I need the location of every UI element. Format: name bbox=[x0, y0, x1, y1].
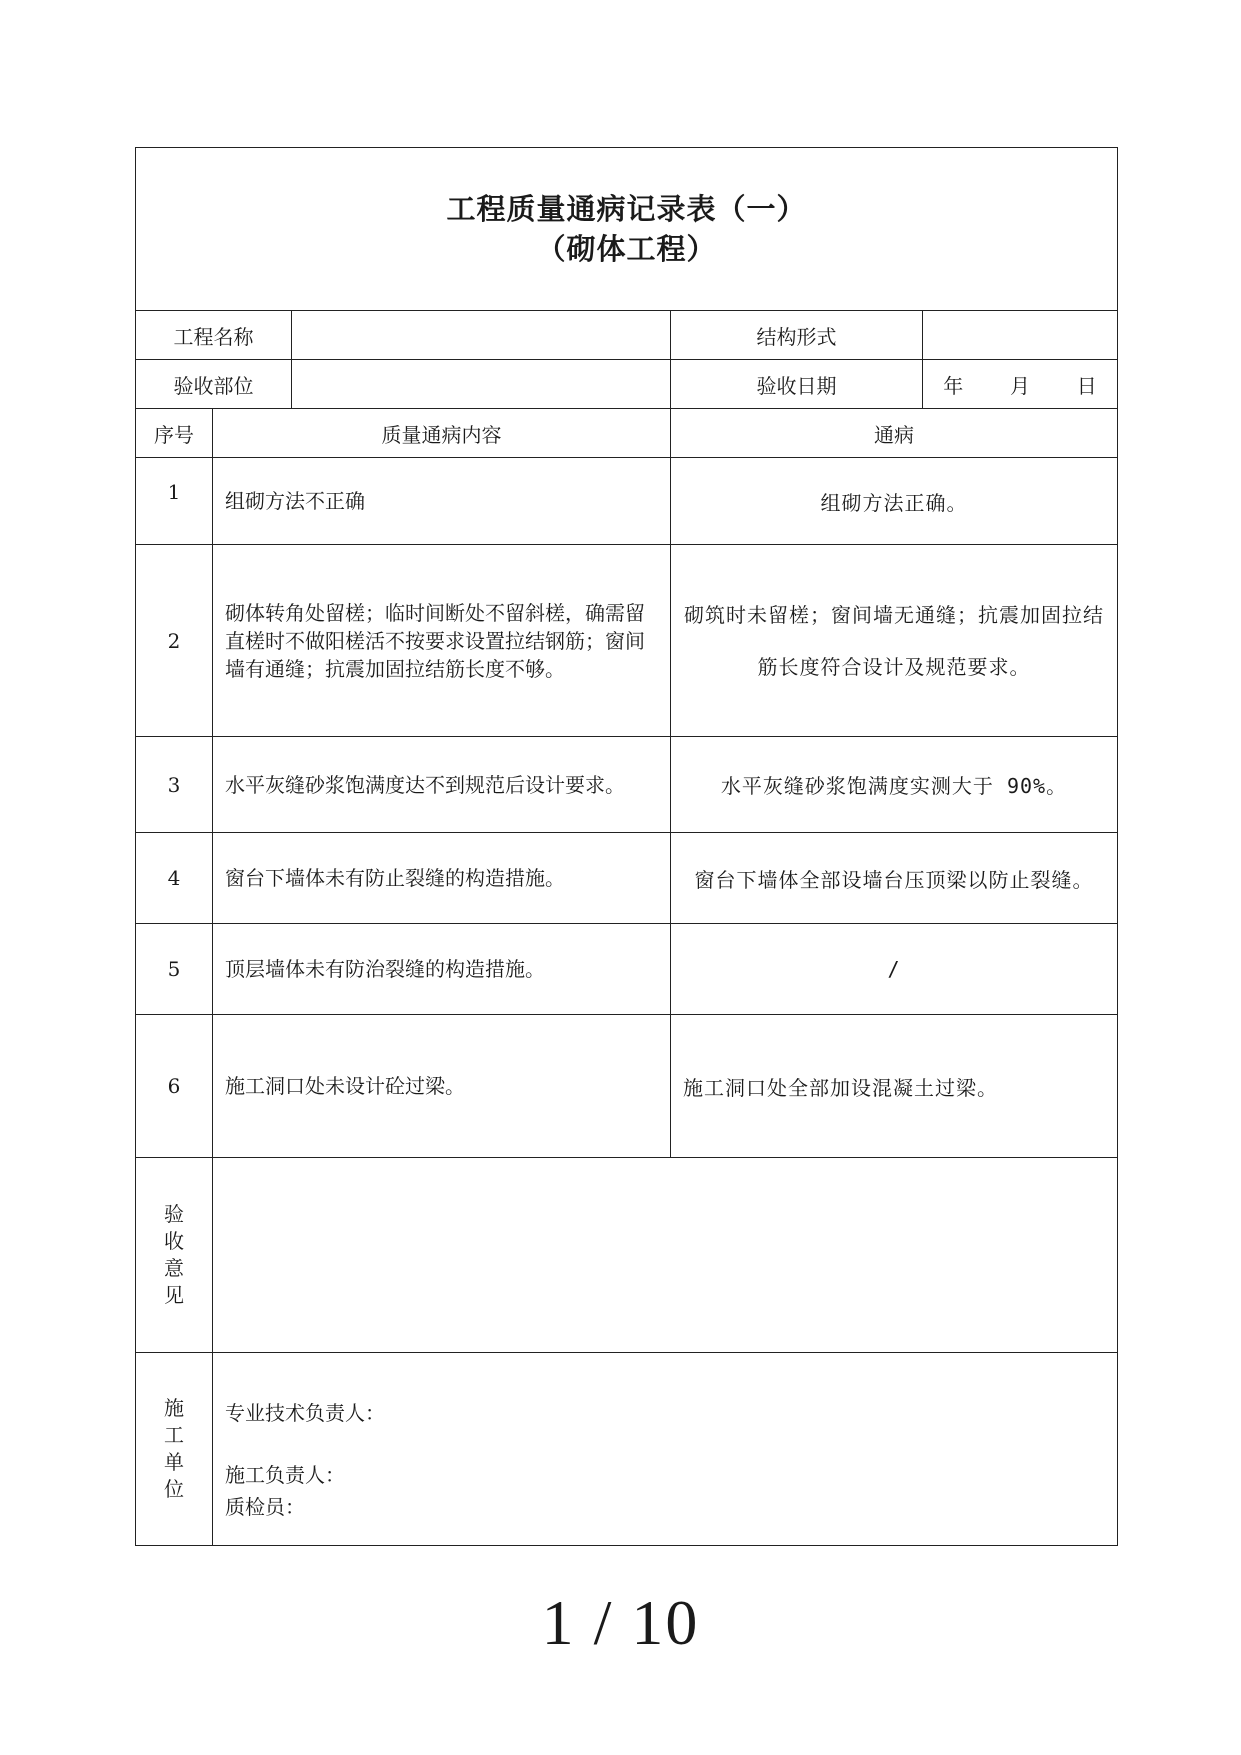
table-row bbox=[136, 924, 1118, 1015]
table-row bbox=[136, 545, 1118, 737]
acceptance-part-field[interactable] bbox=[292, 360, 671, 409]
row-number: 1 bbox=[136, 458, 213, 545]
date-month: 月 bbox=[1010, 373, 1030, 398]
quality-record-table bbox=[135, 147, 1118, 1546]
table-row bbox=[136, 833, 1118, 924]
date-year: 年 bbox=[943, 373, 964, 398]
contractor-label-char: 单 bbox=[164, 1450, 184, 1474]
row-number: 4 bbox=[136, 833, 213, 924]
row-number: 5 bbox=[136, 924, 213, 1015]
opinion-label bbox=[136, 1158, 213, 1353]
measure-text: 窗台下墙体全部设墙台压顶梁以防止裂缝。 bbox=[671, 833, 1118, 924]
project-name-label: 工程名称 bbox=[136, 311, 292, 360]
contractor-label-char: 工 bbox=[164, 1423, 184, 1447]
issue-text: 组砌方法不正确 bbox=[213, 458, 671, 545]
document-title: 工程质量通病记录表（一） bbox=[446, 192, 807, 226]
header-no: 序号 bbox=[136, 409, 213, 458]
measure-text: 施工洞口处全部加设混凝土过梁。 bbox=[671, 1015, 1118, 1158]
tech-lead-label: 专业技术负责人： bbox=[225, 1401, 385, 1425]
header-issue: 质量通病内容 bbox=[213, 409, 671, 458]
issue-text: 水平灰缝砂浆饱满度达不到规范后设计要求。 bbox=[213, 737, 671, 833]
measure-text: 砌筑时未留槎；窗间墙无通缝；抗震加固拉结筋长度符合设计及规范要求。 bbox=[671, 545, 1118, 737]
measure-text: 组砌方法正确。 bbox=[671, 458, 1118, 545]
contractor-label bbox=[136, 1353, 213, 1546]
contractor-field[interactable] bbox=[213, 1353, 1118, 1546]
title-cell bbox=[136, 148, 1118, 311]
row-number: 2 bbox=[136, 545, 213, 737]
structure-type-field[interactable] bbox=[923, 311, 1118, 360]
acceptance-part-label: 验收部位 bbox=[136, 360, 292, 409]
acceptance-date-label: 验收日期 bbox=[671, 360, 923, 409]
issue-text: 施工洞口处未设计砼过梁。 bbox=[213, 1015, 671, 1158]
table-row bbox=[136, 1015, 1118, 1158]
header-measure: 通病 bbox=[671, 409, 1118, 458]
opinion-label-char: 收 bbox=[164, 1229, 184, 1253]
contractor-label-char: 施 bbox=[164, 1396, 184, 1420]
opinion-label-char: 验 bbox=[164, 1202, 184, 1226]
acceptance-date-field[interactable] bbox=[923, 360, 1118, 409]
table-row bbox=[136, 737, 1118, 833]
date-day: 日 bbox=[1076, 373, 1097, 398]
measure-text: 水平灰缝砂浆饱满度实测大于 90%。 bbox=[671, 737, 1118, 833]
project-name-field[interactable] bbox=[292, 311, 671, 360]
contractor-label-char: 位 bbox=[164, 1477, 184, 1501]
document-subtitle: （砌体工程） bbox=[536, 232, 717, 266]
issue-text: 窗台下墙体未有防止裂缝的构造措施。 bbox=[213, 833, 671, 924]
measure-text: / bbox=[671, 924, 1118, 1015]
issue-text: 砌体转角处留槎；临时间断处不留斜槎，确需留直槎时不做阳槎活不按要求设置拉结钢筋；窗间墙有通缝；抗震加固拉结筋长度不够。 bbox=[213, 545, 671, 737]
opinion-label-char: 见 bbox=[164, 1283, 184, 1307]
construction-lead-label: 施工负责人： bbox=[225, 1463, 345, 1487]
issue-text: 顶层墙体未有防治裂缝的构造措施。 bbox=[213, 924, 671, 1015]
opinion-field[interactable] bbox=[213, 1158, 1118, 1353]
table-row bbox=[136, 458, 1118, 545]
structure-type-label: 结构形式 bbox=[671, 311, 923, 360]
page-number: 1 / 10 bbox=[541, 1587, 700, 1658]
row-number: 3 bbox=[136, 737, 213, 833]
inspector-label: 质检员： bbox=[225, 1495, 305, 1519]
opinion-label-char: 意 bbox=[164, 1256, 184, 1280]
row-number: 6 bbox=[136, 1015, 213, 1158]
